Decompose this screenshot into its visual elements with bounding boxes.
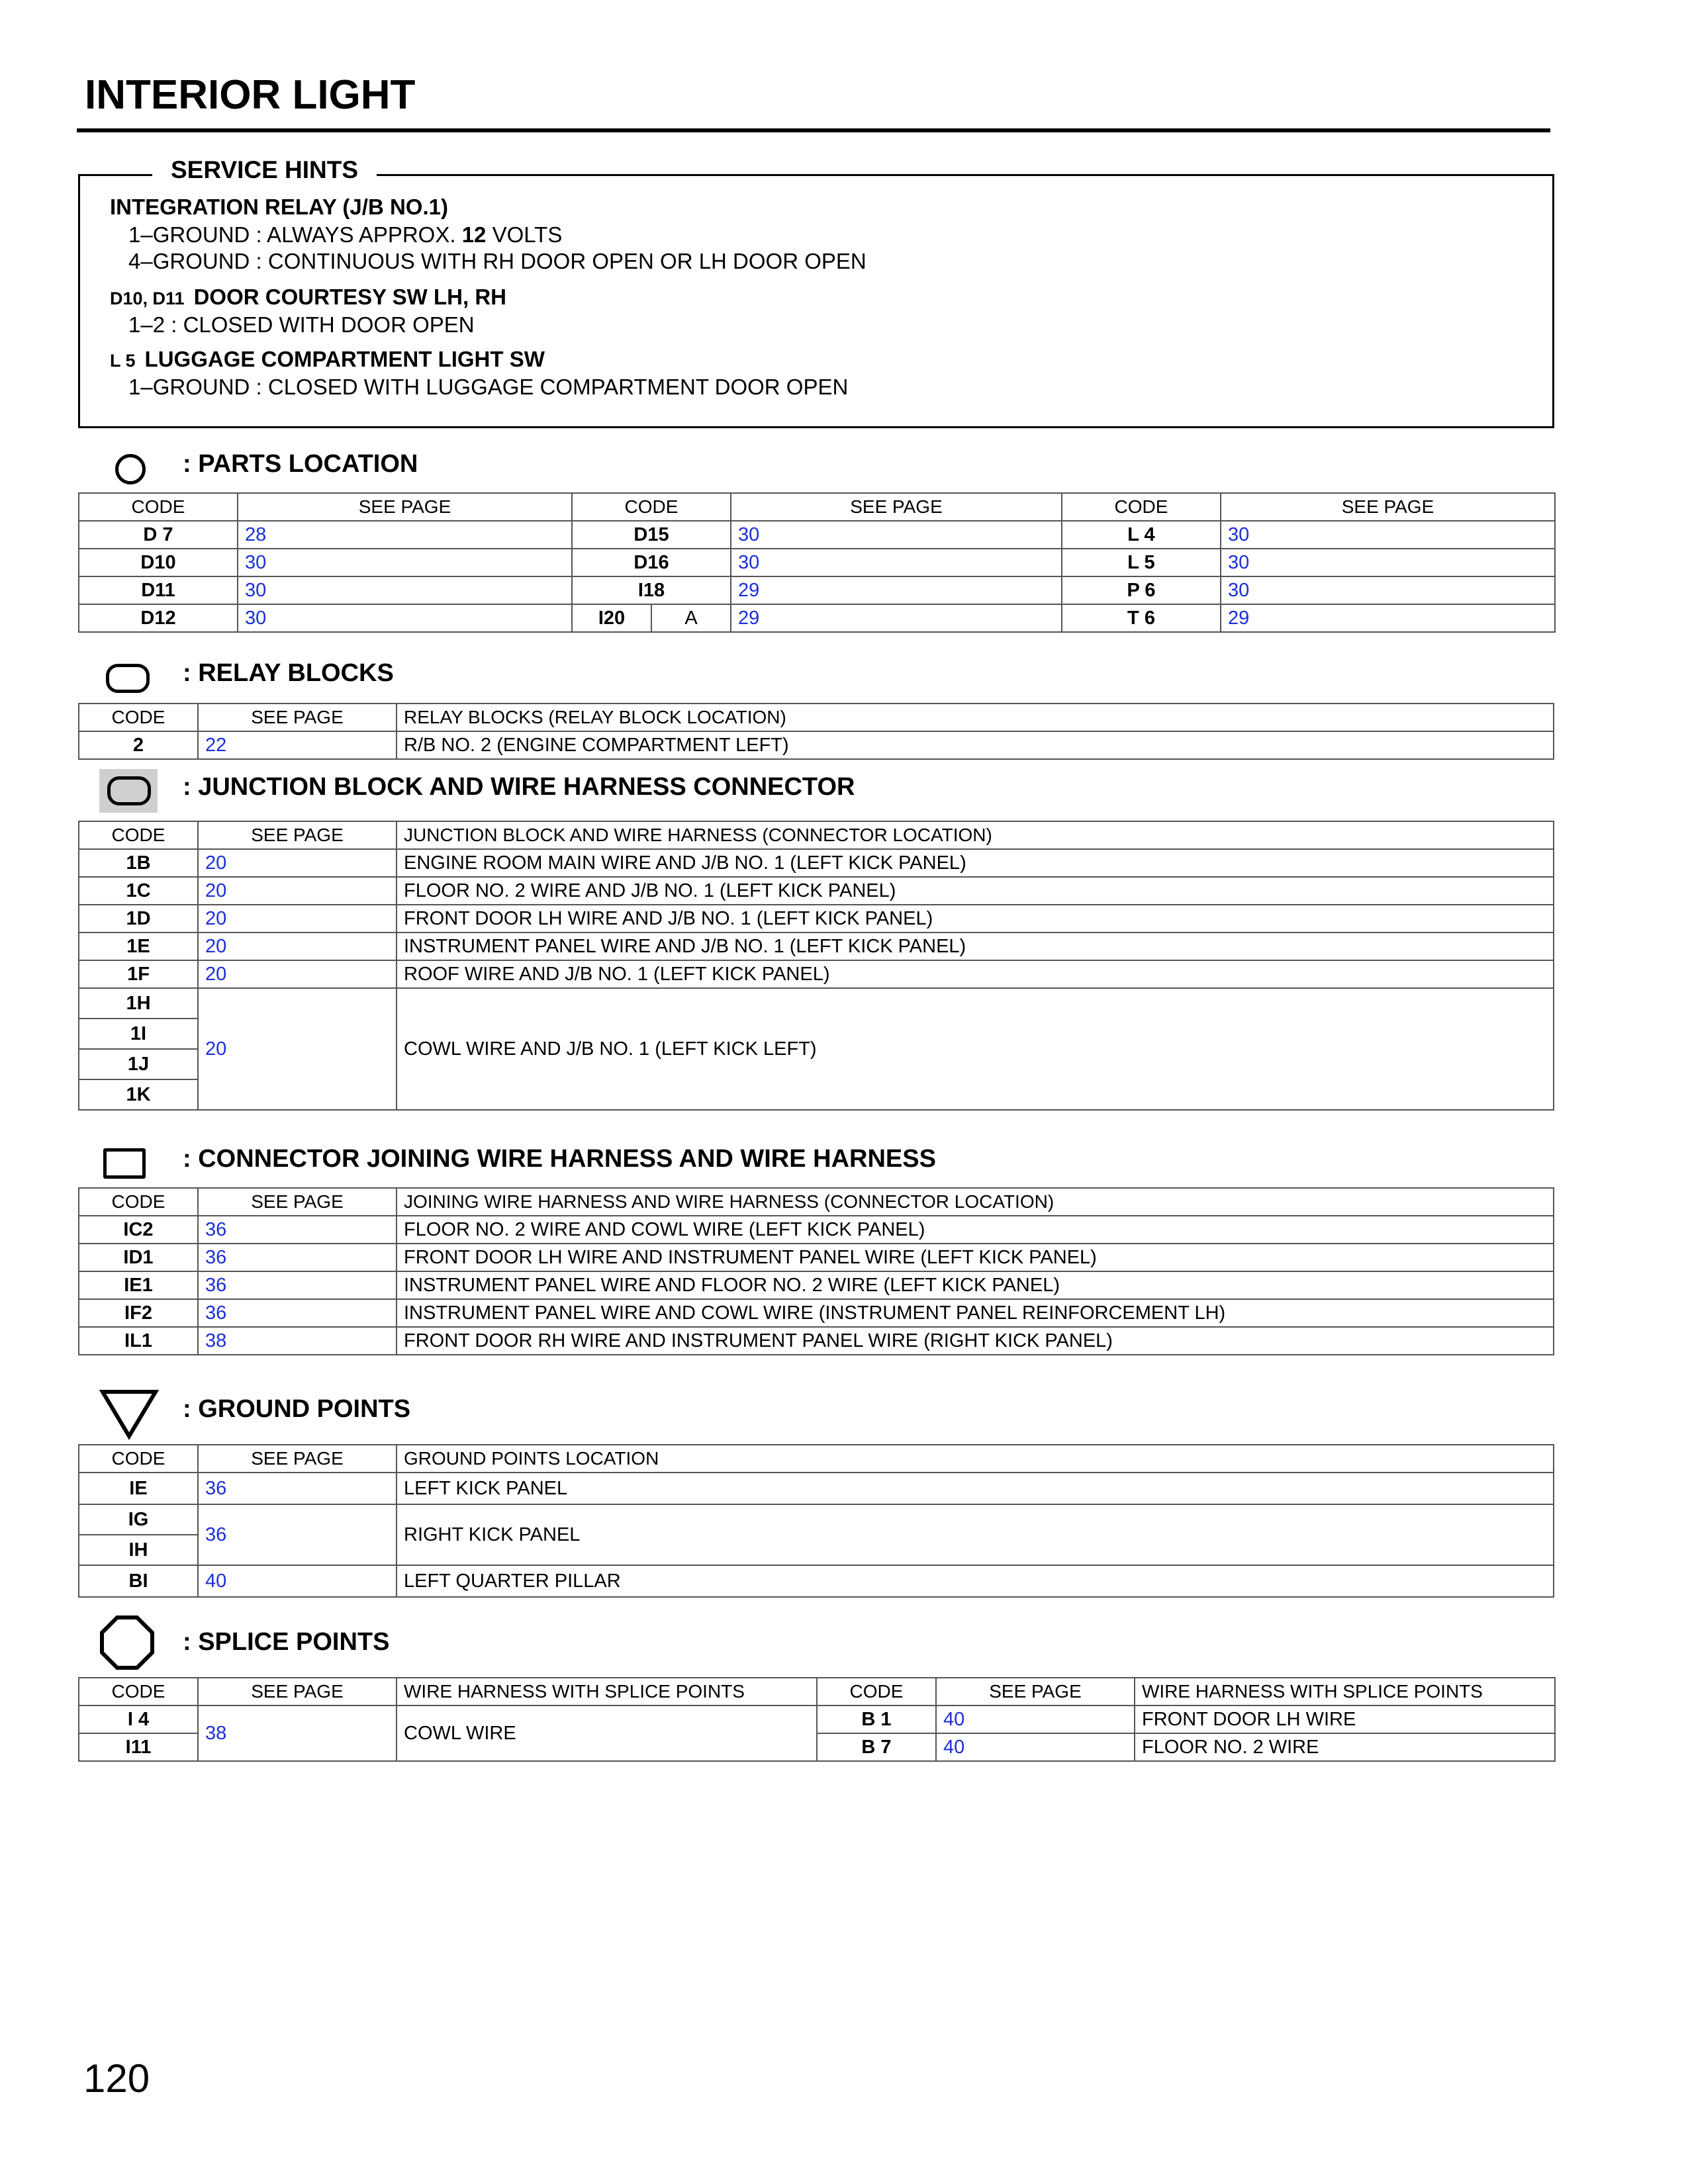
code-cell: IE [79, 1473, 198, 1504]
splice-points-table [78, 1677, 1556, 1762]
relay-block-icon [106, 664, 150, 693]
col-header: SEE PAGE [198, 1678, 397, 1706]
col-header: SEE PAGE [1221, 493, 1555, 521]
table-row [79, 1504, 1554, 1535]
table-row [79, 1565, 1554, 1597]
location-cell: INSTRUMENT PANEL WIRE AND COWL WIRE (INSTRUMENT PANEL REINFORCEMENT LH) [397, 1299, 1554, 1327]
parts-location-title: : PARTS LOCATION [183, 450, 418, 478]
col-header: SEE PAGE [198, 1445, 397, 1473]
page-number: 120 [83, 2056, 150, 2101]
col-header: SEE PAGE [198, 821, 397, 849]
col-header: RELAY BLOCKS (RELAY BLOCK LOCATION) [397, 704, 1554, 731]
page-link[interactable]: 30 [731, 521, 1062, 549]
code-cell: I 4 [79, 1706, 198, 1733]
table-row [79, 521, 1555, 549]
connector-icon [103, 1148, 146, 1179]
hint-code: L 5 [110, 351, 136, 371]
code-cell: 1I [79, 1019, 198, 1049]
col-header: CODE [79, 704, 198, 731]
page-link[interactable]: 30 [1221, 576, 1555, 604]
page-link[interactable]: 38 [198, 1706, 397, 1761]
page-link[interactable]: 30 [238, 604, 572, 632]
hint-name: LUGGAGE COMPARTMENT LIGHT SW [144, 347, 545, 371]
table-row [79, 549, 1555, 576]
hint-name: INTEGRATION RELAY (J/B NO.1) [110, 195, 448, 219]
page-link[interactable]: 20 [198, 849, 397, 877]
code-cell: D11 [79, 576, 238, 604]
code-cell: ID1 [79, 1244, 198, 1271]
ground-points-title: : GROUND POINTS [183, 1395, 411, 1423]
code-cell: I20 [572, 604, 651, 632]
col-header: CODE [79, 1678, 198, 1706]
hint-line: 4–GROUND : CONTINUOUS WITH RH DOOR OPEN OR LH DOOR OPEN [128, 249, 867, 273]
service-hints-label: SERVICE HINTS [152, 156, 377, 184]
code-cell: D10 [79, 549, 238, 576]
code-cell: 1J [79, 1049, 198, 1079]
col-header: CODE [79, 493, 238, 521]
code-cell: B 1 [817, 1706, 936, 1733]
col-header: CODE [817, 1678, 936, 1706]
code-cell: 1F [79, 960, 198, 988]
code-cell: IC2 [79, 1216, 198, 1244]
page-link[interactable]: 29 [1221, 604, 1555, 632]
title-rule [77, 128, 1550, 132]
code-cell: I11 [79, 1733, 198, 1761]
splice-points-title: : SPLICE POINTS [183, 1628, 390, 1656]
table-row [79, 576, 1555, 604]
code-cell: 1B [79, 849, 198, 877]
hint-name: DOOR COURTESY SW LH, RH [193, 285, 506, 309]
col-header: SEE PAGE [198, 1188, 397, 1216]
col-header: SEE PAGE [936, 1678, 1135, 1706]
col-header: JOINING WIRE HARNESS AND WIRE HARNESS (CONNECTOR LOCATION) [397, 1188, 1554, 1216]
page-link[interactable]: 40 [198, 1565, 397, 1597]
col-header: CODE [79, 1445, 198, 1473]
location-cell: FLOOR NO. 2 WIRE [1135, 1733, 1555, 1761]
page-link[interactable]: 22 [198, 731, 397, 759]
location-cell: FRONT DOOR LH WIRE [1135, 1706, 1555, 1733]
hint-line: 1–GROUND : CLOSED WITH LUGGAGE COMPARTMENT DOOR OPEN [128, 375, 849, 399]
page-link[interactable]: 29 [731, 604, 1062, 632]
code-cell: IL1 [79, 1327, 198, 1355]
connectors-title: : CONNECTOR JOINING WIRE HARNESS AND WIRE HARNESS [183, 1145, 936, 1173]
code-cell: 1H [79, 988, 198, 1019]
page-title: INTERIOR LIGHT [85, 72, 416, 118]
page-link[interactable]: 30 [1221, 549, 1555, 576]
code-cell: D15 [572, 521, 731, 549]
location-cell: LEFT KICK PANEL [397, 1473, 1554, 1504]
code-cell: L 5 [1062, 549, 1221, 576]
page-link[interactable]: 36 [198, 1473, 397, 1504]
table-row [79, 604, 1555, 632]
parts-location-circle-icon [115, 454, 146, 484]
table-row [79, 988, 1554, 1019]
junction-block-title: : JUNCTION BLOCK AND WIRE HARNESS CONNECTOR [183, 773, 855, 801]
code-cell: 1D [79, 905, 198, 933]
code-cell: 1C [79, 877, 198, 905]
code-cell: I18 [572, 576, 731, 604]
code-cell: D16 [572, 549, 731, 576]
col-header: SEE PAGE [238, 493, 572, 521]
hint-code: D10, D11 [110, 289, 185, 308]
table-row [79, 960, 1554, 988]
page-link[interactable]: 36 [198, 1504, 397, 1565]
location-cell: COWL WIRE AND J/B NO. 1 (LEFT KICK LEFT) [397, 988, 1554, 1110]
table-row [79, 1299, 1554, 1327]
col-header: SEE PAGE [731, 493, 1062, 521]
page-link[interactable]: 36 [198, 1244, 397, 1271]
table-row [79, 905, 1554, 933]
col-header: CODE [79, 1188, 198, 1216]
code-cell: IF2 [79, 1299, 198, 1327]
code-cell: T 6 [1062, 604, 1221, 632]
col-header: SEE PAGE [198, 704, 397, 731]
junction-block-table [78, 821, 1554, 1111]
page-link[interactable]: 30 [1221, 521, 1555, 549]
page-link[interactable]: 20 [198, 988, 397, 1110]
table-row [79, 1244, 1554, 1271]
location-cell: FLOOR NO. 2 WIRE AND COWL WIRE (LEFT KICK PANEL) [397, 1216, 1554, 1244]
location-cell: RIGHT KICK PANEL [397, 1504, 1554, 1565]
col-header: CODE [572, 493, 731, 521]
page-link[interactable]: 40 [936, 1733, 1135, 1761]
col-header: JUNCTION BLOCK AND WIRE HARNESS (CONNECTOR LOCATION) [397, 821, 1554, 849]
location-cell: INSTRUMENT PANEL WIRE AND FLOOR NO. 2 WIRE (LEFT KICK PANEL) [397, 1271, 1554, 1299]
page-link[interactable]: 20 [198, 877, 397, 905]
table-row [79, 731, 1554, 759]
code-cell: 1E [79, 933, 198, 960]
page-link[interactable]: 20 [198, 933, 397, 960]
page-link[interactable]: 20 [198, 905, 397, 933]
page-link[interactable]: 36 [198, 1271, 397, 1299]
table-row [79, 1216, 1554, 1244]
col-header: WIRE HARNESS WITH SPLICE POINTS [1135, 1678, 1555, 1706]
connectors-table [78, 1187, 1554, 1355]
page-link[interactable]: 38 [198, 1327, 397, 1355]
page-link[interactable]: 40 [936, 1706, 1135, 1733]
hint-heading [110, 347, 545, 372]
table-row [79, 1327, 1554, 1355]
code-cell: IE1 [79, 1271, 198, 1299]
ground-points-table [78, 1444, 1554, 1598]
location-cell: ROOF WIRE AND J/B NO. 1 (LEFT KICK PANEL) [397, 960, 1554, 988]
table-row [79, 849, 1554, 877]
location-cell: ENGINE ROOM MAIN WIRE AND J/B NO. 1 (LEFT KICK PANEL) [397, 849, 1554, 877]
location-cell: INSTRUMENT PANEL WIRE AND J/B NO. 1 (LEFT KICK PANEL) [397, 933, 1554, 960]
parts-location-table [78, 492, 1556, 633]
page-link[interactable]: 28 [238, 521, 572, 549]
code-cell: 2 [79, 731, 198, 759]
junction-block-icon [107, 776, 151, 805]
location-cell: COWL WIRE [397, 1706, 817, 1761]
table-row [79, 1473, 1554, 1504]
page-link[interactable]: 20 [198, 960, 397, 988]
page-link[interactable]: 30 [731, 549, 1062, 576]
code-cell: IH [79, 1535, 198, 1565]
table-row [79, 1271, 1554, 1299]
col-header: GROUND POINTS LOCATION [397, 1445, 1554, 1473]
page-link[interactable]: 30 [238, 549, 572, 576]
hint-line: 1–2 : CLOSED WITH DOOR OPEN [128, 312, 475, 337]
code-cell: L 4 [1062, 521, 1221, 549]
table-row [79, 1706, 1555, 1733]
location-cell: FRONT DOOR LH WIRE AND J/B NO. 1 (LEFT KICK PANEL) [397, 905, 1554, 933]
table-row [79, 933, 1554, 960]
page-link[interactable]: 36 [198, 1299, 397, 1327]
page-link[interactable]: 36 [198, 1216, 397, 1244]
hint-heading [110, 285, 506, 310]
col-header: WIRE HARNESS WITH SPLICE POINTS [397, 1678, 817, 1706]
code-cell: D 7 [79, 521, 238, 549]
hint-line: 1–GROUND : ALWAYS APPROX. 12 VOLTS [128, 222, 563, 247]
code-cell: P 6 [1062, 576, 1221, 604]
code-cell: B 7 [817, 1733, 936, 1761]
location-cell: FRONT DOOR RH WIRE AND INSTRUMENT PANEL WIRE (RIGHT KICK PANEL) [397, 1327, 1554, 1355]
code-cell: IG [79, 1504, 198, 1535]
location-cell: LEFT QUARTER PILLAR [397, 1565, 1554, 1597]
location-cell: FLOOR NO. 2 WIRE AND J/B NO. 1 (LEFT KICK PANEL) [397, 877, 1554, 905]
code-cell: BI [79, 1565, 198, 1597]
table-row [79, 877, 1554, 905]
splice-point-octagon-icon [99, 1615, 155, 1670]
page-link[interactable]: 30 [238, 576, 572, 604]
col-header: CODE [1062, 493, 1221, 521]
code-cell: D12 [79, 604, 238, 632]
hint-heading [110, 195, 448, 220]
code-cell: 1K [79, 1079, 198, 1110]
relay-blocks-table [78, 703, 1554, 760]
location-cell: FRONT DOOR LH WIRE AND INSTRUMENT PANEL WIRE (LEFT KICK PANEL) [397, 1244, 1554, 1271]
page-link[interactable]: 29 [731, 576, 1062, 604]
relay-blocks-title: : RELAY BLOCKS [183, 659, 394, 687]
code-suffix-cell: A [651, 604, 731, 632]
ground-point-triangle-icon [99, 1388, 159, 1440]
location-cell: R/B NO. 2 (ENGINE COMPARTMENT LEFT) [397, 731, 1554, 759]
col-header: CODE [79, 821, 198, 849]
